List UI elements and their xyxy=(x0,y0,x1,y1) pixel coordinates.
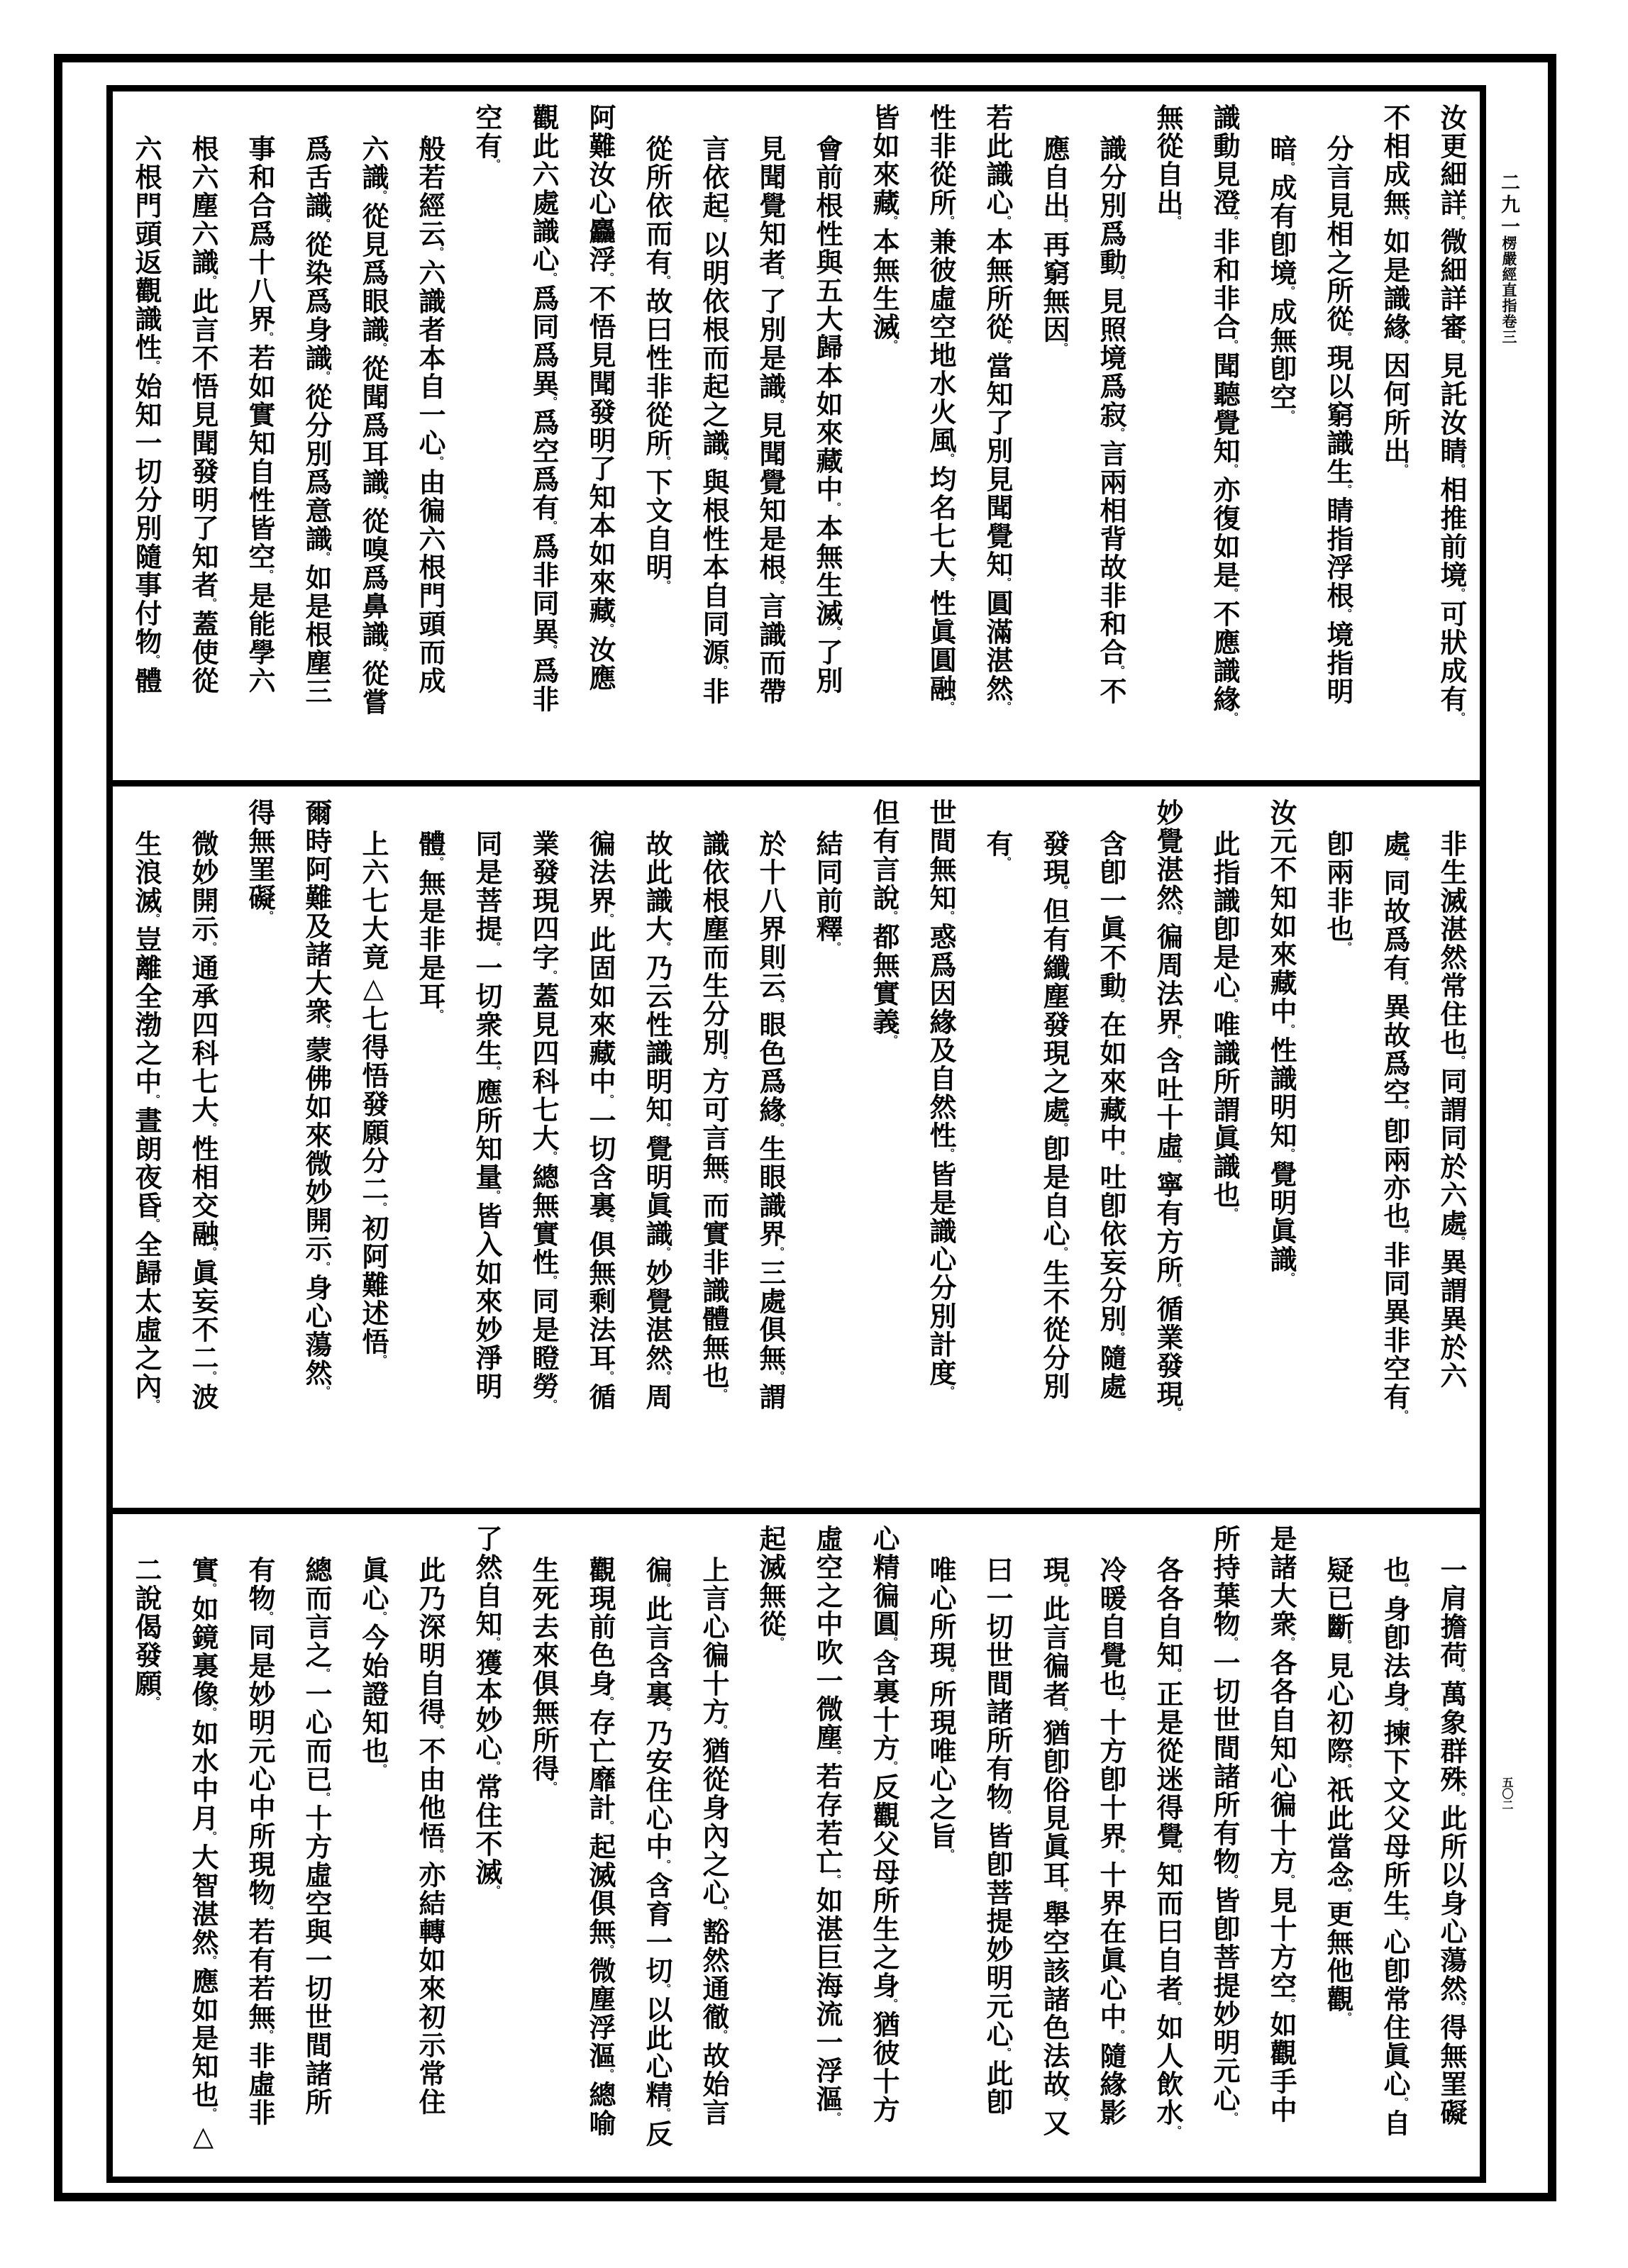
punctuation-circle: 。 xyxy=(1397,1410,1408,1421)
punctuation-circle: 。 xyxy=(773,399,784,410)
punctuation-circle: 。 xyxy=(148,1094,160,1105)
text-column: 各各自知。正是從迷得覺。知而曰自者。如人飲水。 xyxy=(1139,1522,1195,2177)
punctuation-circle: 。 xyxy=(886,911,897,921)
punctuation-circle: 。 xyxy=(773,1637,784,1647)
punctuation-circle: 。 xyxy=(1170,2125,1181,2136)
folio-number: 二九一 xyxy=(1498,172,1519,238)
punctuation-circle: 。 xyxy=(886,216,897,226)
punctuation-circle: 。 xyxy=(886,340,897,350)
punctuation-circle: 。 xyxy=(1283,1024,1295,1035)
punctuation-circle: 。 xyxy=(432,1725,443,1735)
text-column: 六識。從見爲眼識。從聞爲耳識。從嗅爲鼻識。從嘗 xyxy=(344,101,401,774)
punctuation-circle: 。 xyxy=(602,1820,614,1831)
text-column: 妙覺湛然。徧周法界。含吐十虛。寧有方所。循業發現。 xyxy=(1139,796,1195,1501)
text-column: 爾時阿難及諸大衆。蒙佛如來微妙開示。身心蕩然。 xyxy=(287,796,344,1501)
punctuation-circle: 。 xyxy=(716,1906,727,1916)
text-column: 眞心。今始證知也。 xyxy=(344,1522,401,2177)
punctuation-circle: 。 xyxy=(602,272,614,283)
text-column: 上六七大竟△七得悟發願分二。初阿難述悟。 xyxy=(344,796,401,1501)
punctuation-circle: 。 xyxy=(773,1371,784,1382)
text-column: 現。此言徧者。猶卽俗見眞耳。舉空該諸色法故。又 xyxy=(1025,1522,1082,2177)
text-column: 識動見澄。非和非合。聞聽覺知。亦復如是。不應識緣。 xyxy=(1195,101,1252,774)
text-column: 上言心徧十方。猶從身內之心。豁然通徹。故始言 xyxy=(685,1522,741,2177)
punctuation-circle: 。 xyxy=(659,275,670,286)
punctuation-circle: 。 xyxy=(262,2030,273,2040)
punctuation-circle: 。 xyxy=(1170,1283,1181,1294)
text-column: 皆如來藏。本無生滅。 xyxy=(855,101,912,774)
text-column: 卽兩非也。 xyxy=(1309,796,1366,1501)
punctuation-circle: 。 xyxy=(716,2030,727,2040)
punctuation-circle: 。 xyxy=(1453,1668,1465,1679)
punctuation-circle: 。 xyxy=(1283,1148,1295,1159)
punctuation-circle: 。 xyxy=(375,1202,387,1213)
punctuation-circle: 。 xyxy=(1340,484,1351,495)
punctuation-circle: 。 xyxy=(1113,275,1124,286)
punctuation-circle: 。 xyxy=(1226,999,1238,1009)
text-column: 分言見相之所從。現以窮識生。睛指浮根。境指明 xyxy=(1309,101,1366,774)
punctuation-circle: 。 xyxy=(1170,1407,1181,1418)
punctuation-circle: 。 xyxy=(205,1831,216,1842)
punctuation-circle: 。 xyxy=(1170,2001,1181,2012)
punctuation-circle: 。 xyxy=(999,577,1011,588)
punctuation-circle: 。 xyxy=(489,1885,500,1896)
punctuation-circle: 。 xyxy=(602,1696,614,1707)
punctuation-circle: 。 xyxy=(1397,857,1408,867)
punctuation-circle: 。 xyxy=(375,1355,387,1365)
punctuation-circle: 。 xyxy=(489,159,500,169)
punctuation-circle: 。 xyxy=(1453,588,1465,599)
punctuation-circle: 。 xyxy=(1056,2097,1068,2108)
punctuation-circle: 。 xyxy=(1226,464,1238,474)
text-column: 若此識心。本無所從。當知了別見聞覺知。圓滿湛然。 xyxy=(968,101,1025,774)
text-column: 唯心所現。所現唯心之旨。 xyxy=(912,1522,968,2177)
punctuation-circle: 。 xyxy=(829,2112,841,2123)
text-register-bottom xyxy=(116,1522,1479,2177)
punctuation-circle: 。 xyxy=(1056,1707,1068,1718)
punctuation-circle: 。 xyxy=(546,970,557,981)
punctuation-circle: 。 xyxy=(1397,216,1408,226)
punctuation-circle: 。 xyxy=(1397,464,1408,474)
punctuation-circle: 。 xyxy=(148,655,160,665)
punctuation-circle: 。 xyxy=(262,332,273,343)
text-column: 了然自知。獲本妙心。常住不滅。 xyxy=(458,1522,514,2177)
punctuation-circle: 。 xyxy=(943,1148,954,1159)
text-column: 性非從所。兼彼虛空地水火風。均名七大。性眞圓融。 xyxy=(912,101,968,774)
punctuation-circle: 。 xyxy=(1397,1707,1408,1718)
punctuation-circle: 。 xyxy=(546,1781,557,1792)
punctuation-circle: 。 xyxy=(773,1247,784,1257)
punctuation-circle: 。 xyxy=(319,1386,330,1396)
text-column: 是諸大衆。各各自知心徧十方。見十方空。如觀手中 xyxy=(1252,1522,1309,2177)
punctuation-circle: 。 xyxy=(943,1668,954,1679)
text-column: 應自出。再窮無因。 xyxy=(1025,101,1082,774)
punctuation-circle: 。 xyxy=(148,1218,160,1229)
punctuation-circle: 。 xyxy=(602,1094,614,1105)
text-column: 汝元不知如來藏中。性識明知。覺明眞識。 xyxy=(1252,796,1309,1501)
text-column: 一肩擔荷。萬象群殊。此所以身心蕩然。得無罣礙 xyxy=(1422,1522,1479,2177)
punctuation-circle: 。 xyxy=(1283,410,1295,421)
text-column: 觀現前色身。存亡靡計。起滅俱無。微塵浮漚。總喻 xyxy=(571,1522,628,2177)
punctuation-circle: 。 xyxy=(829,1874,841,1885)
punctuation-circle: 。 xyxy=(1283,1637,1295,1647)
punctuation-circle: 。 xyxy=(148,360,160,371)
punctuation-circle: 。 xyxy=(943,911,954,921)
punctuation-circle: 。 xyxy=(432,1009,443,1020)
punctuation-circle: 。 xyxy=(375,647,387,658)
text-column: 疑已斷。見心初際。祇此當念。更無他觀。 xyxy=(1309,1522,1366,2177)
punctuation-circle: 。 xyxy=(1113,999,1124,1009)
punctuation-circle: 。 xyxy=(659,942,670,952)
text-column: 六根門頭返觀識性。始知一切分別隨事付物。體 xyxy=(117,101,174,774)
punctuation-circle: 。 xyxy=(602,1371,614,1382)
text-column: 同是菩提。一切衆生。應所知量。皆入如來妙淨明 xyxy=(458,796,514,1501)
text-column: 非生滅湛然常住也。同謂同於六處。異謂異於六 xyxy=(1422,796,1479,1501)
punctuation-circle: 。 xyxy=(1283,1999,1295,2009)
punctuation-circle: 。 xyxy=(1226,588,1238,599)
text-column: 暗。成有卽境。成無卽空。 xyxy=(1252,101,1309,774)
punctuation-circle: 。 xyxy=(489,1190,500,1201)
punctuation-circle: 。 xyxy=(773,275,784,286)
punctuation-circle: 。 xyxy=(1283,286,1295,296)
punctuation-circle: 。 xyxy=(205,598,216,608)
punctuation-circle: 。 xyxy=(773,580,784,591)
punctuation-circle: 。 xyxy=(148,913,160,924)
punctuation-circle: 。 xyxy=(1226,1637,1238,1647)
punctuation-circle: 。 xyxy=(205,1247,216,1257)
punctuation-circle: 。 xyxy=(319,1262,330,1272)
punctuation-circle: 。 xyxy=(659,1707,670,1718)
punctuation-circle: 。 xyxy=(205,1583,216,1594)
punctuation-circle: 。 xyxy=(148,1399,160,1410)
punctuation-circle: 。 xyxy=(205,942,216,952)
punctuation-circle: 。 xyxy=(1453,340,1465,350)
punctuation-circle: 。 xyxy=(602,623,614,634)
text-column: 生死去來俱無所得。 xyxy=(514,1522,571,2177)
punctuation-circle: 。 xyxy=(1056,1583,1068,1594)
punctuation-circle: 。 xyxy=(319,1024,330,1035)
punctuation-circle: 。 xyxy=(659,1583,670,1594)
punctuation-circle: 。 xyxy=(319,552,330,562)
text-column: 阿難汝心麤浮。不悟見聞發明了知本如來藏。汝應 xyxy=(571,101,628,774)
punctuation-circle: 。 xyxy=(1170,1849,1181,1860)
text-column: 空有。 xyxy=(458,101,514,774)
punctuation-circle: 。 xyxy=(602,1218,614,1229)
text-column: 二說偈發願。 xyxy=(117,1522,174,2177)
punctuation-circle: 。 xyxy=(1113,665,1124,676)
punctuation-circle: 。 xyxy=(489,942,500,952)
text-column: 不相成無。如是識緣。因何所出。 xyxy=(1366,101,1422,774)
section-divider xyxy=(106,1508,1486,1514)
text-column: 含卽一眞不動。在如來藏中。吐卽依妄分別。隨處 xyxy=(1082,796,1139,1501)
text-column: 事和合爲十八界。若如實知自性皆空。是能學六 xyxy=(231,101,287,774)
punctuation-circle: 。 xyxy=(1226,2112,1238,2123)
book-title: 楞嚴經直指卷三 xyxy=(1500,235,1517,345)
punctuation-circle: 。 xyxy=(1113,1696,1124,1707)
punctuation-circle: 。 xyxy=(1056,1247,1068,1257)
punctuation-circle: 。 xyxy=(716,456,727,467)
punctuation-circle: 。 xyxy=(1340,608,1351,619)
punctuation-circle: 。 xyxy=(546,396,557,407)
punctuation-circle: 。 xyxy=(375,190,387,201)
punctuation-circle: 。 xyxy=(1113,1332,1124,1343)
punctuation-circle: 。 xyxy=(375,495,387,506)
text-column: 實。如鏡裏像。如水中月。大智湛然。應如是知也。△ xyxy=(174,1522,231,2177)
punctuation-circle: 。 xyxy=(1170,1035,1181,1045)
text-column: 發現。但有纖塵發現之處。卽是自心。生不從分別 xyxy=(1025,796,1082,1501)
punctuation-circle: 。 xyxy=(999,2047,1011,2058)
text-column: 生浪滅。豈離全渤之中。晝朗夜昏。全歸太虛之內。 xyxy=(117,796,174,1501)
punctuation-circle: 。 xyxy=(319,371,330,382)
text-column: 虛空之中吹一微塵。若存若亡。如湛巨海流一浮漚。 xyxy=(798,1522,855,2177)
punctuation-circle: 。 xyxy=(886,1637,897,1647)
punctuation-circle: 。 xyxy=(943,453,954,464)
punctuation-circle: 。 xyxy=(1340,942,1351,952)
punctuation-circle: 。 xyxy=(319,1668,330,1679)
punctuation-circle: 。 xyxy=(716,665,727,676)
text-column: 業發現四字。蓋見四科七大。總無實性。同是瞪勞。 xyxy=(514,796,571,1501)
punctuation-circle: 。 xyxy=(999,340,1011,350)
text-column: 世間無知。惑爲因緣及自然性。皆是識心分別計度。 xyxy=(912,796,968,1501)
punctuation-circle: 。 xyxy=(1397,340,1408,350)
text-column: 爲舌識。從染爲身識。從分別爲意識。如是根塵三 xyxy=(287,101,344,774)
text-column: 根六塵六識。此言不悟見聞發明了知者。蓋使從 xyxy=(174,101,231,774)
punctuation-circle: 。 xyxy=(432,1849,443,1860)
punctuation-circle: 。 xyxy=(943,216,954,226)
punctuation-circle: 。 xyxy=(1113,428,1124,438)
punctuation-circle: 。 xyxy=(1397,2097,1408,2108)
punctuation-circle: 。 xyxy=(205,1371,216,1382)
punctuation-circle: 。 xyxy=(1056,343,1068,353)
text-column: 般若經云。六識者本自一心。由徧六根門頭而成 xyxy=(401,101,458,774)
text-column: 處。同故爲有。異故爲空。卽兩亦也。非同異非空有。 xyxy=(1366,796,1422,1501)
punctuation-circle: 。 xyxy=(262,911,273,921)
text-column: 總而言之。一心而已。十方虛空與一切世間諸所 xyxy=(287,1522,344,2177)
punctuation-circle: 。 xyxy=(716,1389,727,1399)
text-column: 但有言說。都無實義。 xyxy=(855,796,912,1501)
text-column: 得無罣礙。 xyxy=(231,796,287,1501)
text-column: 汝更細詳。微細詳審。見託汝睛。相推前境。可狀成有。 xyxy=(1422,101,1479,774)
punctuation-circle: 。 xyxy=(1340,2012,1351,2023)
punctuation-circle: 。 xyxy=(375,1764,387,1774)
punctuation-circle: 。 xyxy=(1170,1668,1181,1679)
punctuation-circle: 。 xyxy=(432,247,443,257)
punctuation-circle: 。 xyxy=(659,1371,670,1382)
text-column: 故此識大。乃云性識明知。覺明眞識。妙覺湛然。周 xyxy=(628,796,685,1501)
punctuation-circle: 。 xyxy=(489,1066,500,1077)
punctuation-circle: 。 xyxy=(1453,712,1465,723)
text-register-middle xyxy=(116,796,1479,1501)
punctuation-circle: 。 xyxy=(773,999,784,1009)
punctuation-circle: 。 xyxy=(1397,1229,1408,1240)
punctuation-circle: 。 xyxy=(1056,218,1068,229)
punctuation-circle: 。 xyxy=(1226,216,1238,226)
text-column: 微妙開示。通承四科七大。性相交融。眞妄不二。波 xyxy=(174,796,231,1501)
punctuation-circle: 。 xyxy=(602,2069,614,2079)
punctuation-circle: 。 xyxy=(1226,1208,1238,1218)
punctuation-circle: 。 xyxy=(1056,885,1068,896)
punctuation-circle: 。 xyxy=(999,1810,1011,1820)
punctuation-circle: 。 xyxy=(1226,712,1238,723)
punctuation-circle: 。 xyxy=(1340,1888,1351,1899)
punctuation-circle: 。 xyxy=(1283,1272,1295,1283)
text-column: 也。身卽法身。揀下文父母所生。心卽常住眞心。自 xyxy=(1366,1522,1422,2177)
page-number: 五〇二 xyxy=(1500,1777,1512,1811)
punctuation-circle: 。 xyxy=(546,1399,557,1410)
punctuation-circle: 。 xyxy=(1453,1236,1465,1247)
punctuation-circle: 。 xyxy=(716,1179,727,1190)
punctuation-circle: 。 xyxy=(546,521,557,531)
punctuation-circle: 。 xyxy=(546,1275,557,1286)
text-column: 從所依而有。故曰性非從所。下文自明。 xyxy=(628,101,685,774)
text-column: 觀此六處識心。爲同爲異。爲空爲有。爲非同異。爲非 xyxy=(514,101,571,774)
punctuation-circle: 。 xyxy=(1397,981,1408,991)
text-column: 體。無是非是耳。 xyxy=(401,796,458,1501)
punctuation-circle: 。 xyxy=(205,1955,216,1966)
punctuation-circle: 。 xyxy=(432,857,443,867)
text-column: 無從自出。 xyxy=(1139,101,1195,774)
punctuation-circle: 。 xyxy=(602,913,614,924)
text-column: 所持葉物。一切世間諸所有物。皆卽菩提妙明元心。 xyxy=(1195,1522,1252,2177)
punctuation-circle: 。 xyxy=(999,216,1011,226)
punctuation-circle: 。 xyxy=(716,1725,727,1735)
punctuation-circle: 。 xyxy=(1170,911,1181,921)
punctuation-circle: 。 xyxy=(773,1123,784,1133)
punctuation-circle: 。 xyxy=(1453,1055,1465,1066)
punctuation-circle: 。 xyxy=(262,1611,273,1622)
punctuation-circle: 。 xyxy=(1453,464,1465,474)
punctuation-circle: 。 xyxy=(829,1750,841,1761)
punctuation-circle: 。 xyxy=(205,2108,216,2118)
text-column: 結同前釋。 xyxy=(798,796,855,1501)
punctuation-circle: 。 xyxy=(943,701,954,712)
punctuation-circle: 。 xyxy=(489,1637,500,1647)
punctuation-circle: 。 xyxy=(1226,340,1238,350)
punctuation-circle: 。 xyxy=(1340,332,1351,343)
text-column: 此乃深明自得。不由他悟。亦結轉如來初示常住 xyxy=(401,1522,458,2177)
punctuation-circle: 。 xyxy=(546,272,557,283)
text-register-top xyxy=(116,101,1479,774)
punctuation-circle: 。 xyxy=(375,1611,387,1622)
punctuation-circle: 。 xyxy=(1170,1159,1181,1169)
text-column: 徧。此言含裏。乃安住心中。含育一切。以此心精。反 xyxy=(628,1522,685,2177)
punctuation-circle: 。 xyxy=(1113,1151,1124,1162)
punctuation-circle: 。 xyxy=(1340,1640,1351,1650)
punctuation-circle: 。 xyxy=(886,1999,897,2009)
text-column: 識依根塵而生分別。方可言無。而實非識體無也。 xyxy=(685,796,741,1501)
text-column: 於十八界則云。眼色爲緣。生眼識界。三處俱無。謂 xyxy=(741,796,798,1501)
text-column: 起滅無從。 xyxy=(741,1522,798,2177)
text-column: 徧法界。此固如來藏中。一切含裏。俱無剩法耳。循 xyxy=(571,796,628,1501)
punctuation-circle: 。 xyxy=(1453,216,1465,226)
text-column: 識分別爲動。見照境爲寂。言兩相背故非和合。不 xyxy=(1082,101,1139,774)
punctuation-circle: 。 xyxy=(999,701,1011,712)
punctuation-circle: 。 xyxy=(659,1247,670,1257)
punctuation-circle: 。 xyxy=(1397,1105,1408,1116)
punctuation-circle: 。 xyxy=(999,857,1011,867)
punctuation-circle: 。 xyxy=(602,1945,614,1955)
punctuation-circle: 。 xyxy=(659,1123,670,1133)
punctuation-circle: 。 xyxy=(1453,2001,1465,2012)
punctuation-circle: 。 xyxy=(1397,1916,1408,1927)
punctuation-circle: 。 xyxy=(829,502,841,513)
punctuation-circle: 。 xyxy=(262,569,273,580)
punctuation-circle: 。 xyxy=(659,456,670,467)
punctuation-circle: 。 xyxy=(205,1123,216,1133)
punctuation-circle: 。 xyxy=(262,1906,273,1916)
punctuation-circle: 。 xyxy=(943,1386,954,1396)
text-column: 此指識卽是心。唯識所謂眞識也。 xyxy=(1195,796,1252,1501)
punctuation-circle: 。 xyxy=(829,942,841,952)
section-divider xyxy=(106,780,1486,786)
punctuation-circle: 。 xyxy=(1113,2030,1124,2040)
punctuation-circle: 。 xyxy=(1056,1123,1068,1133)
punctuation-circle: 。 xyxy=(943,1849,954,1860)
punctuation-circle: 。 xyxy=(659,1860,670,1870)
punctuation-circle: 。 xyxy=(148,1696,160,1707)
punctuation-circle: 。 xyxy=(1226,1874,1238,1885)
text-column: 冷暖自覺也。十方卽十界。十界在眞心中。隨緣影 xyxy=(1082,1522,1139,2177)
punctuation-circle: 。 xyxy=(546,645,557,655)
punctuation-circle: 。 xyxy=(1113,1849,1124,1860)
punctuation-circle: 。 xyxy=(1340,1764,1351,1774)
punctuation-circle: 。 xyxy=(1283,1874,1295,1885)
punctuation-circle: 。 xyxy=(319,218,330,229)
punctuation-circle: 。 xyxy=(943,577,954,588)
punctuation-circle: 。 xyxy=(1056,1888,1068,1899)
punctuation-circle: 。 xyxy=(489,1761,500,1772)
text-column: 會前根性與五大歸本如來藏中。本無生滅。了別 xyxy=(798,101,855,774)
punctuation-circle: 。 xyxy=(659,580,670,591)
text-column: 見聞覺知者。了別是識。見聞覺知是根。言識而帶 xyxy=(741,101,798,774)
punctuation-circle: 。 xyxy=(205,275,216,286)
punctuation-circle: 。 xyxy=(1283,162,1295,172)
punctuation-circle: 。 xyxy=(319,1792,330,1803)
text-column: 心精徧圓。含裏十方。反觀父母所生之身。猶彼十方 xyxy=(855,1522,912,2177)
punctuation-circle: 。 xyxy=(659,2108,670,2118)
punctuation-circle: 。 xyxy=(375,343,387,353)
text-column: 有。 xyxy=(968,796,1025,1501)
punctuation-circle: 。 xyxy=(829,626,841,637)
text-column: 有物。同是妙明元心中所現物。若有若無。非虛非 xyxy=(231,1522,287,2177)
punctuation-circle: 。 xyxy=(432,456,443,467)
punctuation-circle: 。 xyxy=(546,1151,557,1162)
punctuation-circle: 。 xyxy=(659,1984,670,1994)
punctuation-circle: 。 xyxy=(886,1761,897,1772)
punctuation-circle: 。 xyxy=(1170,216,1181,226)
punctuation-circle: 。 xyxy=(1397,1583,1408,1594)
punctuation-circle: 。 xyxy=(716,1055,727,1066)
punctuation-circle: 。 xyxy=(886,1035,897,1045)
text-column: 曰一切世間諸所有物。皆卽菩提妙明元心。此卽 xyxy=(968,1522,1025,2177)
text-column: 言依起。以明依根而起之識。與根性本自同源。非 xyxy=(685,101,741,774)
punctuation-circle: 。 xyxy=(205,1707,216,1718)
punctuation-circle: 。 xyxy=(716,218,727,229)
punctuation-circle: 。 xyxy=(1453,1792,1465,1803)
